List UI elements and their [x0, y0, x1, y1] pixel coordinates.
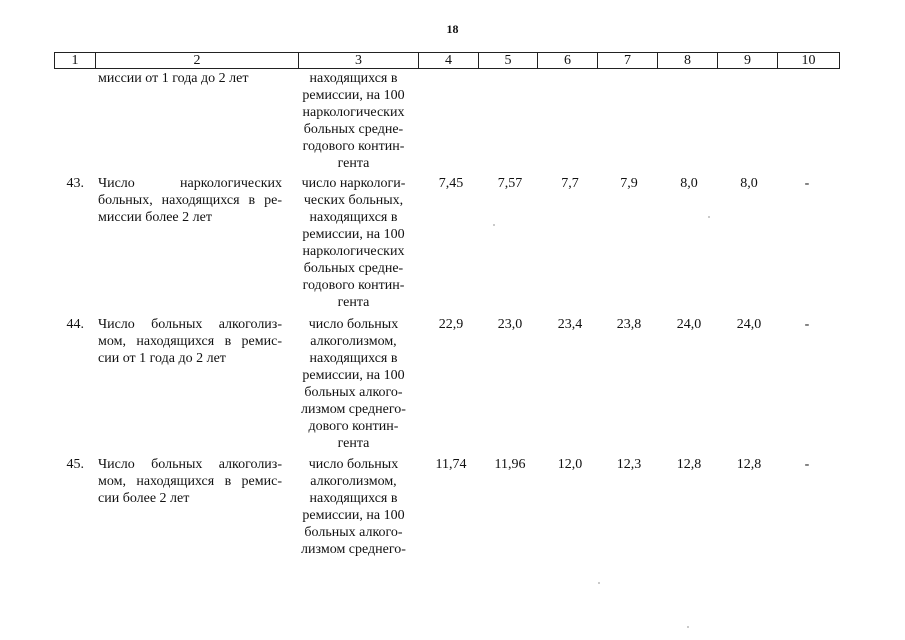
column-header-7: 7 [598, 53, 658, 69]
unit-line: больных средне- [303, 122, 404, 137]
page-number: 18 [446, 22, 459, 36]
row-number: 43. [66, 176, 84, 191]
unit-line: ремиссии, на 100 [302, 508, 405, 523]
unit-line: находящихся в [309, 351, 398, 366]
scan-mark [708, 216, 710, 218]
unit-line: число больных [308, 317, 399, 332]
unit-line: больных алкого- [304, 525, 403, 540]
value-col-9: 24,0 [736, 317, 762, 332]
unit-line: больных средне- [303, 261, 404, 276]
value-col-8: 12,8 [676, 457, 702, 472]
value-col-7: 7,9 [620, 176, 638, 191]
unit-line: находящихся в [309, 210, 398, 225]
column-header-8: 8 [658, 53, 718, 69]
value-col-10: - [804, 457, 810, 472]
value-col-8: 8,0 [680, 176, 698, 191]
value-col-6: 23,4 [557, 317, 583, 332]
unit-line: гента [337, 156, 370, 171]
scan-mark [493, 224, 495, 226]
unit-line: алкоголизмом, [310, 334, 397, 349]
unit-line: ремиссии, на 100 [302, 88, 405, 103]
indicator-name-line: миссии более 2 лет [98, 210, 212, 225]
column-header-9: 9 [718, 53, 778, 69]
unit-line: лизмом среднего- [301, 542, 406, 557]
unit-line: число больных [308, 457, 399, 472]
indicator-name-line: сии от 1 года до 2 лет [98, 351, 226, 366]
value-col-4: 22,9 [438, 317, 464, 332]
value-col-10: - [804, 176, 810, 191]
scan-mark [687, 626, 689, 628]
value-col-6: 7,7 [561, 176, 579, 191]
unit-line: гента [337, 436, 370, 451]
unit-line: ремиссии, на 100 [302, 368, 405, 383]
value-col-7: 12,3 [616, 457, 642, 472]
unit-line: больных алкого- [304, 385, 403, 400]
column-header-3: 3 [299, 53, 419, 69]
column-header-table [54, 52, 840, 69]
unit-line: наркологических [302, 244, 405, 259]
value-col-8: 24,0 [676, 317, 702, 332]
indicator-name-line: больных, находящихся в ре- [98, 193, 282, 208]
value-col-6: 12,0 [557, 457, 583, 472]
column-header-1: 1 [55, 53, 96, 69]
value-col-9: 8,0 [740, 176, 758, 191]
value-col-5: 7,57 [497, 176, 523, 191]
value-col-5: 23,0 [497, 317, 523, 332]
column-header-6: 6 [538, 53, 598, 69]
unit-line: гента [337, 295, 370, 310]
value-col-5: 11,96 [494, 457, 526, 472]
unit-of-measure [292, 456, 415, 558]
column-header-5: 5 [479, 53, 538, 69]
indicator-name [98, 456, 282, 507]
value-col-7: 23,8 [616, 317, 642, 332]
column-header-2: 2 [96, 53, 299, 69]
unit-line: алкоголизмом, [310, 474, 397, 489]
unit-line: ремиссии, на 100 [302, 227, 405, 242]
indicator-name-line: Число больных алкоголиз- [98, 317, 282, 332]
value-col-9: 12,8 [736, 457, 762, 472]
unit-line: находящихся в [309, 491, 398, 506]
unit-line: ческих больных, [303, 193, 404, 208]
indicator-name-line: мом, находящихся в ремис- [98, 334, 282, 349]
unit-of-measure [292, 175, 415, 311]
row-number: 45. [66, 457, 84, 472]
unit-of-measure [292, 316, 415, 452]
indicator-name-line: миссии от 1 года до 2 лет [98, 71, 249, 86]
unit-line: дового контин- [308, 419, 399, 434]
value-col-10: - [804, 317, 810, 332]
value-col-4: 11,74 [435, 457, 467, 472]
continued-unit [292, 70, 415, 172]
value-col-4: 7,45 [438, 176, 464, 191]
unit-line: находящихся в [309, 71, 398, 86]
column-header-10: 10 [778, 53, 840, 69]
column-header-4: 4 [419, 53, 479, 69]
indicator-name [98, 316, 282, 367]
unit-line: число наркологи- [301, 176, 406, 191]
indicator-name [98, 175, 282, 226]
column-header-row [55, 53, 840, 69]
unit-line: годового контин- [302, 278, 405, 293]
unit-line: лизмом среднего- [301, 402, 406, 417]
indicator-name-line: Число больных алкоголиз- [98, 457, 282, 472]
unit-line: годового контин- [302, 139, 405, 154]
scan-mark [598, 582, 600, 584]
row-number: 44. [66, 317, 84, 332]
indicator-name-line: Число наркологических [98, 176, 282, 191]
unit-line: наркологических [302, 105, 405, 120]
indicator-name-line: мом, находящихся в ремис- [98, 474, 282, 489]
indicator-name-line: сии более 2 лет [98, 491, 190, 506]
continued-indicator-name [98, 70, 282, 87]
